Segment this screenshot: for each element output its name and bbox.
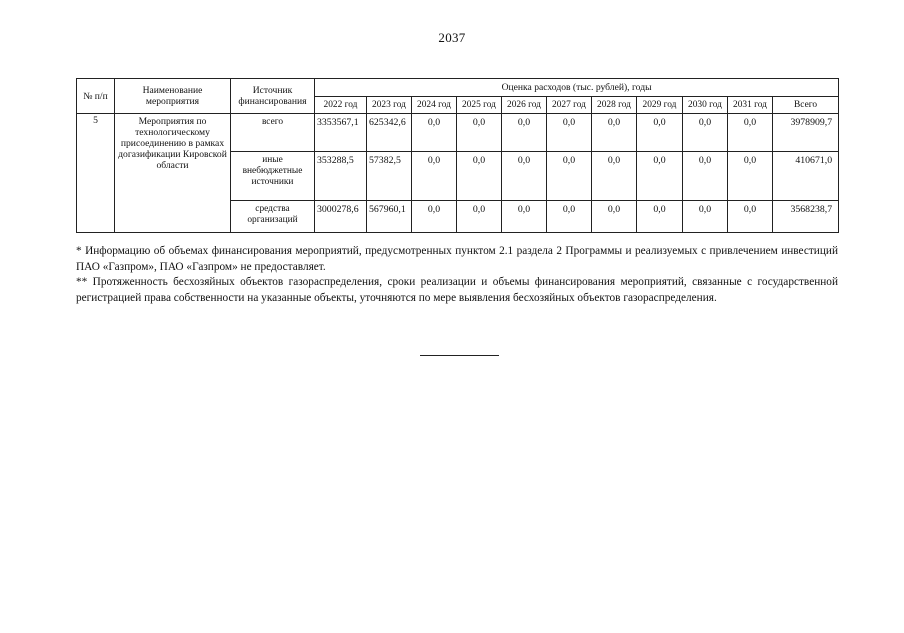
- value-cell: 0,0: [502, 114, 547, 152]
- total-cell: 3978909,7: [773, 114, 839, 152]
- value-cell: 0,0: [412, 201, 457, 233]
- header-number: № п/п: [77, 79, 115, 114]
- funding-source-label: всего: [231, 114, 315, 152]
- value-cell: 57382,5: [367, 152, 412, 201]
- total-cell: 3568238,7: [773, 201, 839, 233]
- header-year: 2028 год: [592, 97, 637, 114]
- funding-source-label: средства организаций: [231, 201, 315, 233]
- value-cell: 0,0: [592, 114, 637, 152]
- value-cell: 0,0: [728, 114, 773, 152]
- header-funding-source: Источник финансирования: [231, 79, 315, 114]
- header-cost-estimate: Оценка расходов (тыс. рублей), годы: [315, 79, 839, 97]
- header-measure-name: Наименование мероприятия: [115, 79, 231, 114]
- value-cell: 0,0: [412, 152, 457, 201]
- value-cell: 0,0: [412, 114, 457, 152]
- value-cell: 0,0: [457, 114, 502, 152]
- header-total: Всего: [773, 97, 839, 114]
- value-cell: 0,0: [683, 152, 728, 201]
- value-cell: 0,0: [728, 201, 773, 233]
- footnote: * Информацию об объемах финансирования мероприятий, предусмотренных пунктом 2.1 раздела 2 Программы и реализуемых с привлечением инвестиций ПАО «Газпром», ПАО «Газпром» не предоставляет.: [76, 245, 838, 273]
- header-year: 2029 год: [637, 97, 683, 114]
- row-number: 5: [77, 114, 115, 233]
- table-row: [77, 114, 839, 152]
- cost-estimate-table: [76, 78, 839, 233]
- value-cell: 0,0: [728, 152, 773, 201]
- value-cell: 353288,5: [315, 152, 367, 201]
- footnote: ** Протяженность бесхозяйных объектов газораспределения, сроки реализации и объемы финансирования мероприятий, связанные с государственной регистрацией права собственности на указанные объекты, уточняются по мере выявления бесхозяйных объектов газораспределения.: [76, 276, 838, 304]
- value-cell: 0,0: [547, 152, 592, 201]
- footnotes: [76, 244, 838, 306]
- page-number: 2037: [438, 30, 466, 45]
- header-year: 2026 год: [502, 97, 547, 114]
- value-cell: 3000278,6: [315, 201, 367, 233]
- value-cell: 0,0: [547, 201, 592, 233]
- value-cell: 0,0: [502, 201, 547, 233]
- value-cell: 3353567,1: [315, 114, 367, 152]
- header-year: 2027 год: [547, 97, 592, 114]
- value-cell: 0,0: [683, 114, 728, 152]
- header-year: 2024 год: [412, 97, 457, 114]
- value-cell: 0,0: [637, 152, 683, 201]
- value-cell: 0,0: [592, 152, 637, 201]
- value-cell: 0,0: [457, 201, 502, 233]
- header-year: 2025 год: [457, 97, 502, 114]
- value-cell: 0,0: [683, 201, 728, 233]
- value-cell: 0,0: [502, 152, 547, 201]
- value-cell: 567960,1: [367, 201, 412, 233]
- header-year: 2022 год: [315, 97, 367, 114]
- value-cell: 0,0: [547, 114, 592, 152]
- total-cell: 410671,0: [773, 152, 839, 201]
- value-cell: 625342,6: [367, 114, 412, 152]
- end-divider: [420, 355, 499, 356]
- value-cell: 0,0: [592, 201, 637, 233]
- measure-name: Мероприятия по технологическому присоединению в рамках догазификации Кировской области: [115, 114, 231, 233]
- header-year: 2031 год: [728, 97, 773, 114]
- header-year: 2030 год: [683, 97, 728, 114]
- value-cell: 0,0: [457, 152, 502, 201]
- value-cell: 0,0: [637, 201, 683, 233]
- funding-source-label: иные внебюджетные источники: [231, 152, 315, 201]
- value-cell: 0,0: [637, 114, 683, 152]
- header-year: 2023 год: [367, 97, 412, 114]
